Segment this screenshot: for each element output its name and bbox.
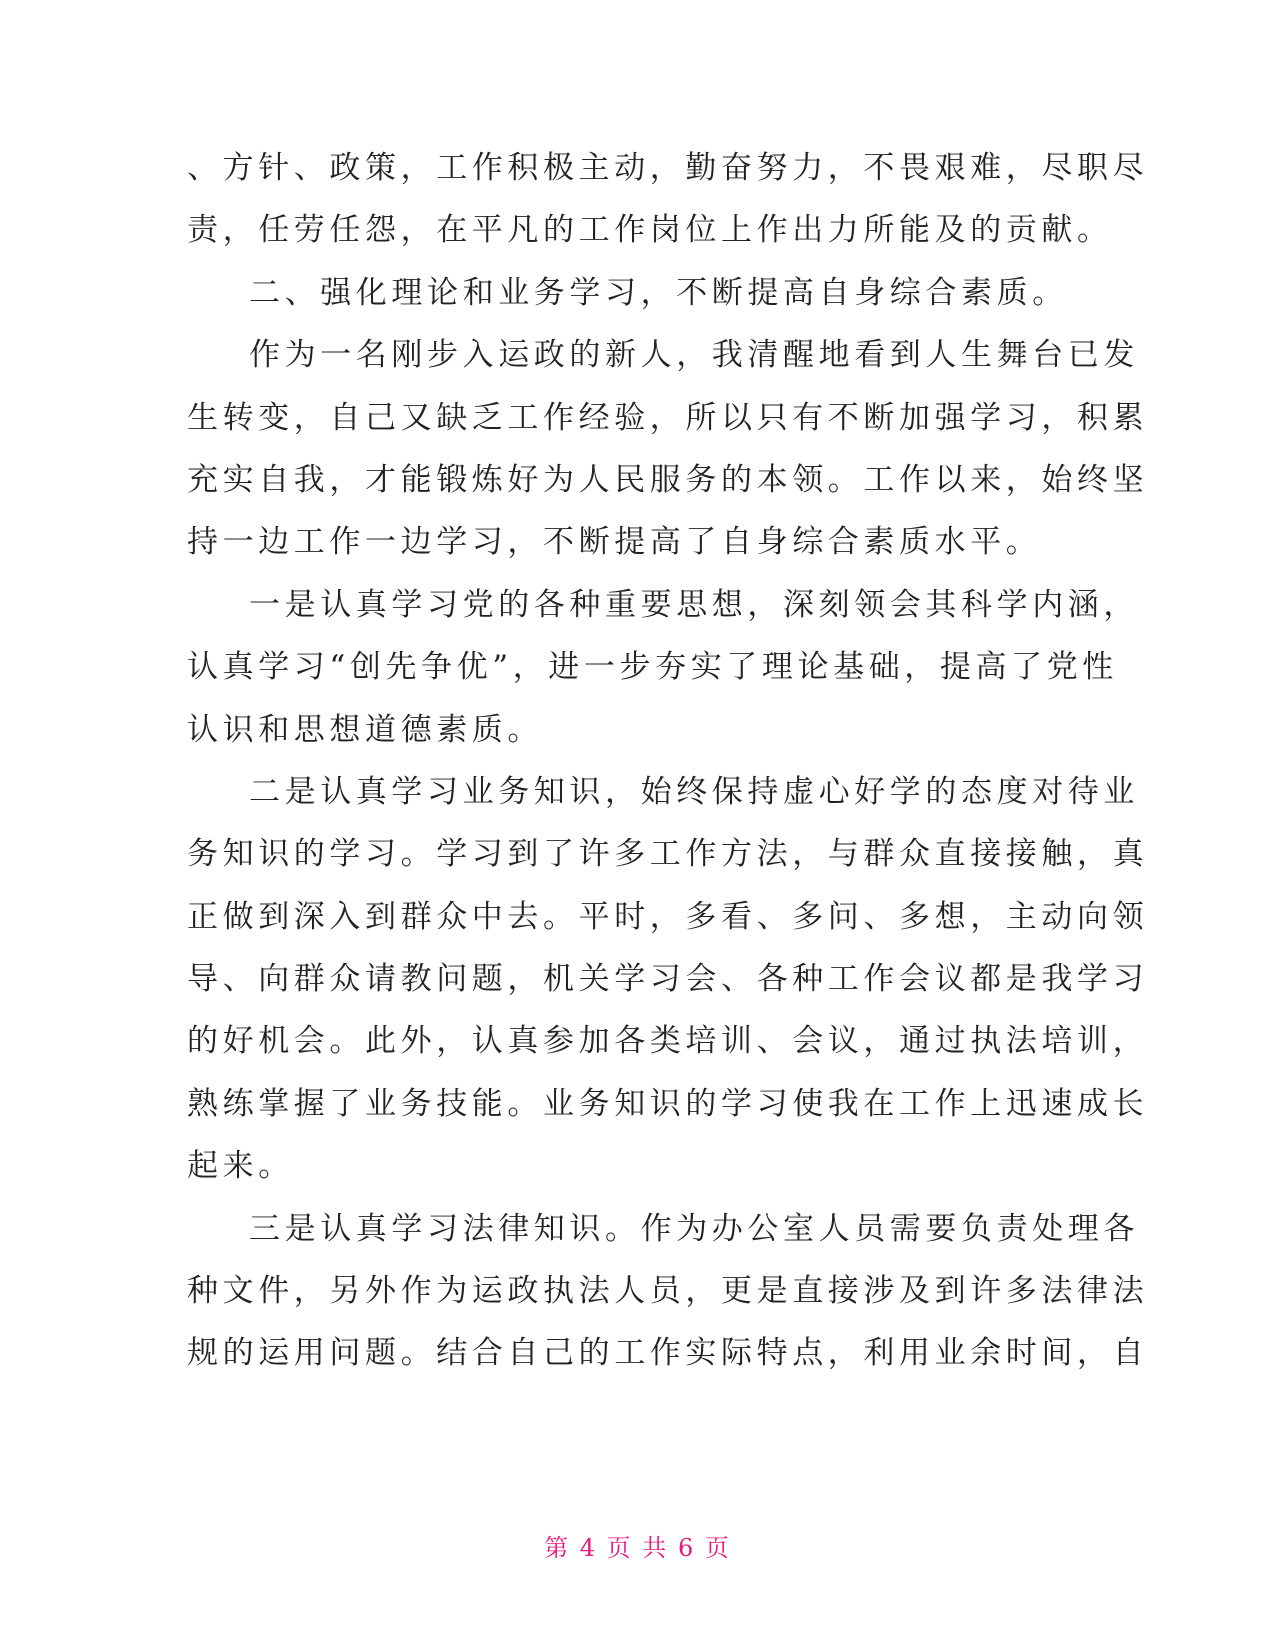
- paragraph-3: [187, 324, 1149, 574]
- section-heading: 二、强化理论和业务学习，不断提高自身综合素质。: [249, 274, 1068, 311]
- text-line: 务知识的学习。学习到了许多工作方法，与群众直接接触，真: [187, 836, 1149, 873]
- text-line: 起来。: [187, 1148, 294, 1185]
- paragraph-1: [187, 137, 1149, 262]
- text-line: 的好机会。此外，认真参加各类培训、会议，通过执法培训，: [187, 1023, 1149, 1060]
- text-line: 三是认真学习法律知识。作为办公室人员需要负责处理各: [249, 1210, 1139, 1247]
- text-line: 导、向群众请教问题，机关学习会、各种工作会议都是我学习: [187, 961, 1149, 998]
- text-line: 认识和思想道德素质。: [187, 711, 543, 748]
- page-number-footer: 第 4 页 共 6 页: [544, 1534, 731, 1562]
- text-line: 作为一名刚步入运政的新人，我清醒地看到人生舞台已发: [249, 337, 1139, 374]
- paragraph-5: [187, 761, 1149, 1198]
- text-line: 二是认真学习业务知识，始终保持虚心好学的态度对待业: [249, 773, 1139, 810]
- text-line: 规的运用问题。结合自己的工作实际特点，利用业余时间，自: [187, 1335, 1149, 1372]
- text-line: 、方针、政策，工作积极主动，勤奋努力，不畏艰难，尽职尽: [187, 150, 1149, 186]
- text-line: 充实自我，才能锻炼好为人民服务的本领。工作以来，始终坚: [187, 461, 1149, 498]
- text-line: 责，任劳任怨，在平凡的工作岗位上作出力所能及的贡献。: [187, 212, 1113, 249]
- document-body: [187, 137, 1149, 1385]
- text-line: 生转变，自己又缺乏工作经验，所以只有不断加强学习，积累: [187, 399, 1149, 436]
- paragraph-6: [187, 1198, 1149, 1385]
- text-line: 种文件，另外作为运政执法人员，更是直接涉及到许多法律法: [187, 1273, 1149, 1310]
- text-line: 一是认真学习党的各种重要思想，深刻领会其科学内涵，: [249, 586, 1139, 623]
- text-line: 持一边工作一边学习，不断提高了自身综合素质水平。: [187, 524, 1042, 561]
- text-line: 认真学习“创先争优”，进一步夯实了理论基础，提高了党性: [187, 649, 1118, 686]
- paragraph-2-heading: [187, 262, 1087, 324]
- text-line: 熟练掌握了业务技能。业务知识的学习使我在工作上迅速成长: [187, 1085, 1149, 1122]
- paragraph-4: [187, 574, 1139, 761]
- text-line: 正做到深入到群众中去。平时，多看、多问、多想，主动向领: [187, 898, 1149, 935]
